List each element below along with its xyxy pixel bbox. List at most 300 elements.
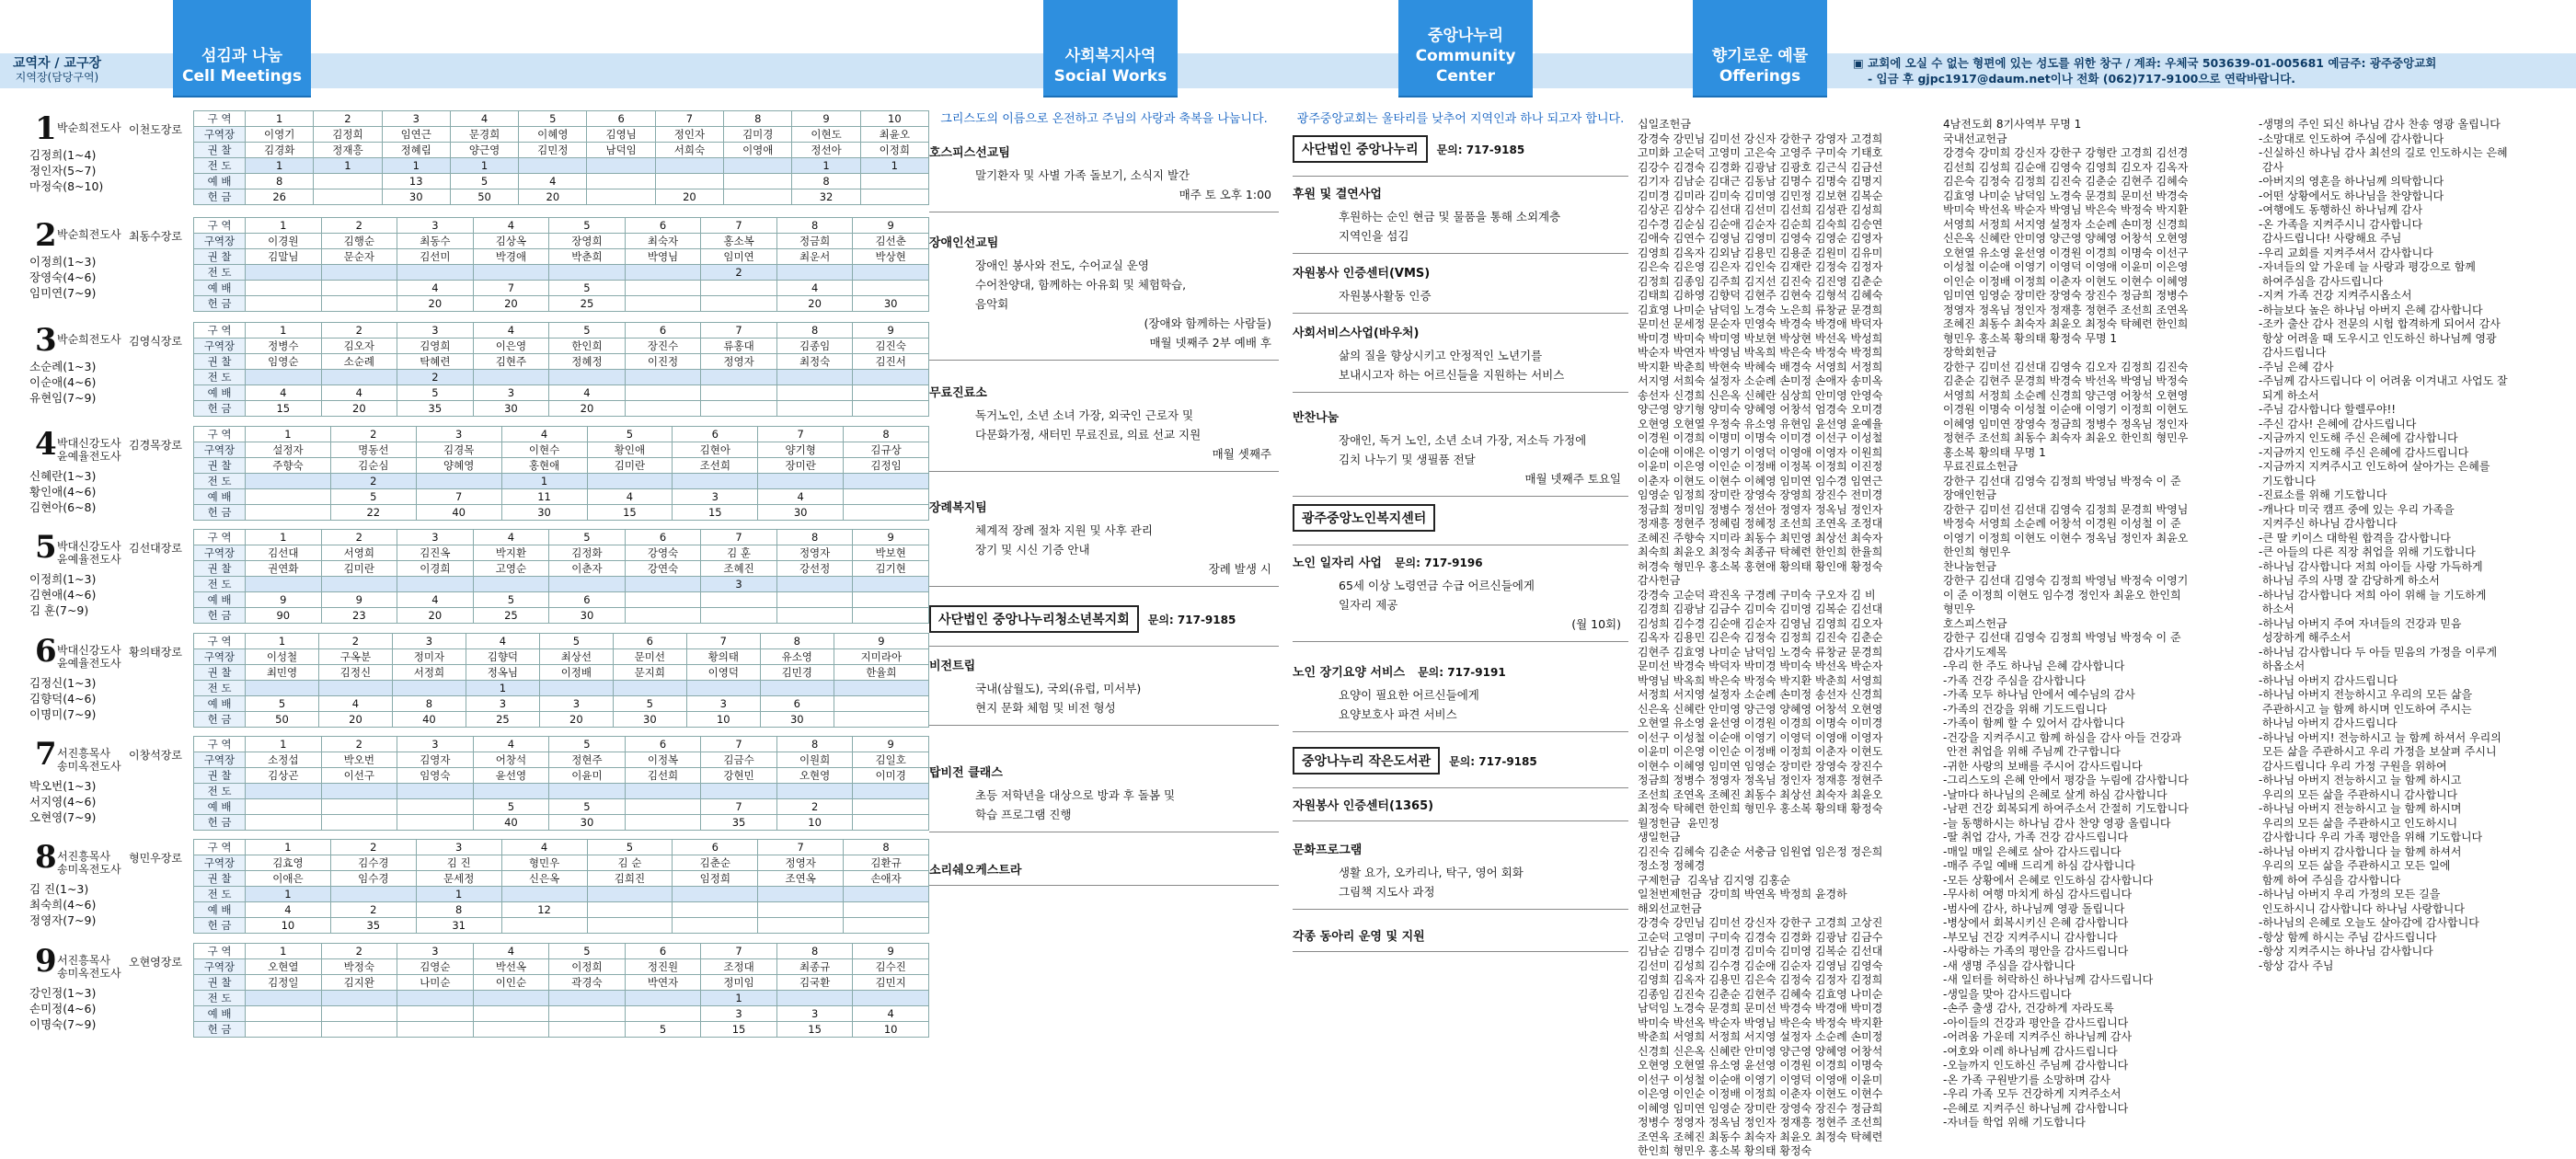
table-cell: 문미선: [613, 649, 686, 665]
region-elder: 형민우장로: [129, 852, 182, 865]
table-cell: 신은옥: [501, 871, 587, 887]
member-line: 신혜란(1~3): [29, 469, 97, 483]
entry-title-text: 자원봉사 인증센터(1365): [1293, 799, 1434, 813]
table-cell: 1: [246, 111, 314, 127]
table-cell: 지미라아: [834, 649, 928, 665]
member-line: 이순애(4~6): [29, 375, 97, 389]
table-cell: 3: [673, 489, 758, 505]
table-cell: 이정복: [625, 752, 701, 768]
table-cell: [549, 784, 626, 799]
cell-number: 3: [35, 322, 57, 359]
cell-table-row: [194, 265, 929, 281]
table-cell: 9: [792, 111, 860, 127]
row-label: 헌 금: [194, 918, 246, 934]
table-cell: 2: [321, 323, 397, 339]
row-label: 헌 금: [194, 608, 246, 624]
table-cell: 박오번: [321, 752, 397, 768]
entry-line: 말기환자 및 사별 가족 돌보기, 소식지 발간: [975, 168, 1190, 182]
table-cell: 1: [701, 991, 777, 1006]
row-label: 구 역: [194, 218, 246, 234]
table-cell: [853, 991, 929, 1006]
table-cell: [501, 887, 587, 902]
table-cell: 1: [450, 158, 518, 174]
member-line: 황인애(4~6): [29, 485, 97, 499]
table-cell: [625, 592, 701, 608]
table-cell: [844, 505, 929, 521]
table-cell: [314, 189, 382, 205]
center-entry: [1293, 323, 1628, 393]
table-cell: [853, 784, 929, 799]
table-cell: 설정자: [246, 442, 331, 458]
entry-line: 장애인 봉사와 전도, 수어교실 운영: [975, 258, 1149, 272]
pastor2-name: 윤예율전도사: [57, 450, 121, 463]
table-cell: [724, 174, 792, 189]
row-label: 헌 금: [194, 1022, 246, 1038]
table-cell: [758, 887, 844, 902]
table-cell: 20: [549, 401, 626, 417]
center-entry: [1293, 504, 1628, 545]
region-elder: 오현영장로: [129, 956, 182, 969]
entry-line: 보내시고자 하는 어르신들을 지원하는 서비스: [1339, 368, 1565, 382]
table-cell: 40: [473, 815, 549, 831]
table-cell: 박선옥: [473, 959, 549, 975]
table-cell: 한인희: [549, 339, 626, 354]
table-cell: 조정대: [701, 959, 777, 975]
table-cell: 김영자: [397, 752, 474, 768]
table-cell: 4: [501, 840, 587, 855]
table-cell: [758, 474, 844, 489]
table-cell: [860, 189, 928, 205]
table-cell: 1: [246, 840, 331, 855]
divider: [1293, 496, 1628, 497]
table-cell: [776, 385, 853, 401]
cell-table-row: [194, 530, 929, 545]
table-cell: 50: [450, 189, 518, 205]
entry-line: 김치 나누기 및 생필품 전달: [1339, 453, 1476, 466]
cell-members: [29, 778, 96, 825]
cell-table-row: [194, 458, 929, 474]
tab-social-works-ko: 사회복지사역: [1064, 47, 1156, 65]
table-cell: [321, 784, 397, 799]
table-cell: 정재흥: [314, 143, 382, 158]
section-box-title: 광주중앙노인복지센터: [1293, 504, 1435, 532]
cell-table-row: [194, 752, 929, 768]
tab-social-works-en: Social Works: [1053, 67, 1167, 86]
table-cell: [519, 158, 587, 174]
pastor2-name: 윤예율전도사: [57, 657, 121, 670]
table-cell: 문지희: [613, 665, 686, 681]
table-cell: 장영희: [549, 234, 626, 249]
table-cell: 30: [760, 712, 834, 728]
table-cell: 6: [625, 323, 701, 339]
table-cell: 정혜림: [382, 143, 450, 158]
row-label: 구 역: [194, 944, 246, 959]
row-label: 권 찰: [194, 143, 246, 158]
table-cell: 임미연: [701, 249, 777, 265]
entry-line: 수어찬양대, 함께하는 아유회 및 체험학습,: [975, 278, 1187, 292]
table-cell: [321, 370, 397, 385]
section-box-title: 사단법인 중앙나누리: [1293, 135, 1428, 163]
table-cell: [397, 799, 474, 815]
tab-offerings[interactable]: [1693, 0, 1827, 96]
table-cell: [549, 991, 626, 1006]
cell-table-row: [194, 634, 929, 649]
row-label: 전 도: [194, 784, 246, 799]
table-cell: [246, 681, 319, 696]
divider: [1293, 176, 1628, 177]
row-label: 헌 금: [194, 401, 246, 417]
row-label: 헌 금: [194, 712, 246, 728]
table-cell: 10: [853, 1022, 929, 1038]
table-cell: 2: [321, 218, 397, 234]
cell-table-row: [194, 158, 929, 174]
cell-block: [0, 322, 906, 432]
entry-line: 생활 요가, 오카리나, 탁구, 영어 회화: [1339, 866, 1524, 879]
cell-members: [29, 571, 96, 618]
row-label: 예 배: [194, 592, 246, 608]
table-cell: 6: [760, 696, 834, 712]
table-cell: [321, 265, 397, 281]
table-cell: 10: [246, 918, 331, 934]
table-cell: 5: [450, 174, 518, 189]
table-cell: 4: [473, 530, 549, 545]
table-cell: 5: [330, 489, 416, 505]
table-cell: 강연숙: [625, 561, 701, 577]
row-label: 예 배: [194, 799, 246, 815]
cell-members: [29, 254, 96, 301]
table-cell: [844, 887, 929, 902]
table-cell: 최종규: [776, 959, 853, 975]
pastor-name: 박순희전도사: [57, 228, 121, 241]
table-cell: [701, 401, 777, 417]
table-cell: 2: [397, 370, 474, 385]
table-cell: 32: [792, 189, 860, 205]
divider: [929, 646, 1279, 647]
table-cell: [246, 265, 322, 281]
row-label: 구 역: [194, 737, 246, 752]
table-cell: 20: [397, 608, 474, 624]
table-cell: [834, 696, 928, 712]
table-cell: 이애은: [246, 871, 331, 887]
tab-offerings-ko: 향기로운 예물: [1711, 47, 1809, 65]
table-cell: 4: [450, 111, 518, 127]
center-entry: [1293, 184, 1628, 254]
table-cell: 5: [549, 799, 626, 815]
table-cell: 7: [701, 944, 777, 959]
social-entry: [929, 233, 1279, 361]
entry-title: [929, 498, 1279, 515]
header-left-line1: 교역자 / 교구장: [12, 56, 101, 71]
table-cell: [853, 592, 929, 608]
table-cell: 김진숙: [853, 339, 929, 354]
row-label: 헌 금: [194, 815, 246, 831]
table-cell: 김민경: [760, 665, 834, 681]
table-cell: 정선아: [792, 143, 860, 158]
table-cell: [549, 370, 626, 385]
table-cell: [860, 174, 928, 189]
table-cell: [701, 784, 777, 799]
table-cell: 정병수: [246, 339, 322, 354]
entry-title: [929, 763, 1279, 780]
pastor-name: 서진흥목사: [57, 850, 110, 863]
community-center-section: [1293, 109, 1628, 959]
entry-title: [929, 143, 1279, 160]
table-cell: 10: [776, 815, 853, 831]
entry-title-text: 장애인선교팀: [929, 236, 999, 250]
table-cell: 김 순: [587, 855, 673, 871]
table-cell: [473, 1022, 549, 1038]
entry-schedule: 매월 셋째주: [1212, 447, 1271, 461]
table-cell: 20: [397, 296, 474, 312]
cell-table-row: [194, 975, 929, 991]
member-line: 오현영(7~9): [29, 810, 97, 824]
table-cell: [776, 401, 853, 417]
table-cell: 김기현: [853, 561, 929, 577]
table-cell: 양혜영: [416, 458, 501, 474]
member-line: 김정희(1~4): [29, 148, 97, 162]
table-cell: 30: [382, 189, 450, 205]
table-cell: [625, 577, 701, 592]
divider: [929, 885, 1279, 886]
table-cell: 4: [587, 489, 673, 505]
tab-social-works[interactable]: [1043, 0, 1178, 96]
table-cell: 이진정: [625, 354, 701, 370]
table-cell: 9: [834, 634, 928, 649]
center-entry: [1293, 263, 1628, 314]
cell-number: 9: [35, 943, 57, 980]
center-entry: [1293, 135, 1628, 177]
table-cell: 이미경: [853, 768, 929, 784]
table-cell: 소순례: [321, 354, 397, 370]
entry-line: 지역인을 섬김: [1339, 229, 1409, 243]
row-label: 전 도: [194, 370, 246, 385]
table-cell: 5: [549, 218, 626, 234]
table-cell: [397, 1022, 474, 1038]
entry-schedule: 매월 넷째주 2부 예배 후: [1149, 336, 1271, 350]
member-line: 이정희(1~3): [29, 255, 97, 269]
tab-offerings-en: Offerings: [1719, 67, 1801, 86]
member-line: 김 진(1~3): [29, 882, 89, 896]
table-cell: 5: [613, 696, 686, 712]
table-cell: [853, 577, 929, 592]
table-cell: 이영기: [246, 127, 314, 143]
header-left-label: [7, 57, 107, 85]
table-cell: 김희진: [587, 871, 673, 887]
tab-cell-meetings[interactable]: [173, 0, 311, 96]
table-cell: [701, 281, 777, 296]
table-cell: 6: [625, 944, 701, 959]
entry-title: [1293, 553, 1628, 570]
member-line: 김현아(6~8): [29, 500, 97, 514]
table-cell: 김진서: [853, 354, 929, 370]
table-cell: [625, 608, 701, 624]
member-line: 최숙희(4~6): [29, 898, 97, 912]
row-label: 예 배: [194, 696, 246, 712]
table-cell: 8: [844, 840, 929, 855]
row-label: 예 배: [194, 902, 246, 918]
center-entry: [1293, 662, 1628, 732]
region-elder: 황의태장로: [129, 646, 182, 659]
social-intro: 그리스도의 이름으로 온전하고 주님의 사랑과 축복을 나눕니다.: [940, 112, 1268, 126]
entry-title: [1293, 184, 1628, 201]
table-cell: 김현아: [673, 442, 758, 458]
table-cell: 한율희: [834, 665, 928, 681]
table-cell: 김국환: [776, 975, 853, 991]
pastor-name: 박순희전도사: [57, 333, 121, 346]
cell-table-row: [194, 1006, 929, 1022]
center-entry: [1293, 926, 1628, 952]
table-cell: 김춘순: [673, 855, 758, 871]
cell-table-row: [194, 370, 929, 385]
table-cell: [321, 281, 397, 296]
table-cell: [844, 489, 929, 505]
table-cell: 15: [701, 1022, 777, 1038]
table-cell: 6: [625, 530, 701, 545]
table-cell: 23: [321, 608, 397, 624]
row-label: 전 도: [194, 681, 246, 696]
table-cell: 3: [473, 385, 549, 401]
table-cell: 8: [776, 218, 853, 234]
member-line: 김 훈(7~9): [29, 603, 89, 617]
table-cell: 주향숙: [246, 458, 331, 474]
pastor-name: 박순희전도사: [57, 121, 121, 134]
divider: [1293, 731, 1628, 732]
member-line: 김현애(4~6): [29, 588, 97, 602]
table-cell: 10: [686, 712, 760, 728]
table-cell: 12: [501, 902, 587, 918]
table-cell: 1: [246, 887, 331, 902]
table-cell: [246, 577, 322, 592]
entry-line: 그림책 지도사 과정: [1339, 885, 1435, 899]
cell-table-row: [194, 902, 929, 918]
pastor2-name: 송미옥전도사: [57, 760, 121, 773]
entry-title: [1293, 926, 1628, 944]
entry-title-text: 자원봉사 인증센터(VMS): [1293, 267, 1431, 281]
table-cell: 4: [473, 737, 549, 752]
member-line: 정영자(7~9): [29, 913, 97, 927]
pastor-name: 박대신강도사: [57, 644, 121, 657]
table-cell: [776, 577, 853, 592]
table-cell: 이인순: [473, 975, 549, 991]
table-cell: 9: [853, 218, 929, 234]
table-cell: 김 진: [416, 855, 501, 871]
entry-title: [929, 233, 1279, 250]
table-cell: 8: [792, 174, 860, 189]
divider: [929, 586, 1279, 587]
table-cell: 정영자: [776, 545, 853, 561]
cell-table-row: [194, 249, 929, 265]
table-cell: 서정희: [392, 665, 466, 681]
table-cell: 7: [416, 489, 501, 505]
phone-info: 문의: 717-9185: [1436, 143, 1525, 156]
table-cell: 임정희: [673, 871, 758, 887]
table-cell: 3: [382, 111, 450, 127]
table-cell: 31: [416, 918, 501, 934]
table-cell: [701, 370, 777, 385]
table-cell: 정옥님: [466, 665, 539, 681]
table-cell: [246, 474, 331, 489]
table-cell: [473, 265, 549, 281]
table-cell: 정미임: [701, 975, 777, 991]
cell-table-row: [194, 489, 929, 505]
table-cell: 4: [473, 944, 549, 959]
divider: [1293, 820, 1628, 821]
table-cell: 2: [321, 944, 397, 959]
table-cell: 7: [701, 737, 777, 752]
cell-table-row: [194, 855, 929, 871]
table-cell: [246, 370, 322, 385]
cell-table-row: [194, 959, 929, 975]
table-cell: 15: [246, 401, 322, 417]
table-cell: [673, 887, 758, 902]
table-cell: [625, 991, 701, 1006]
social-entry: [929, 605, 1279, 647]
table-cell: 김순심: [330, 458, 416, 474]
row-label: 구역장: [194, 545, 246, 561]
table-cell: [246, 815, 322, 831]
entry-title-text: 무료진료소: [929, 386, 987, 400]
table-cell: 20: [519, 189, 587, 205]
table-cell: [853, 370, 929, 385]
table-cell: 1: [246, 218, 322, 234]
table-cell: 황인애: [587, 442, 673, 458]
divider: [1293, 641, 1628, 642]
entry-schedule: (월 10회): [1571, 617, 1621, 631]
table-cell: 15: [776, 1022, 853, 1038]
cell-table-row: [194, 681, 929, 696]
table-cell: [853, 281, 929, 296]
table-cell: 고영순: [473, 561, 549, 577]
notice-line2: - 입금 후 gjpc1917@daum.net이나 전화 (062)717-9100으로 연락바랍니다.: [1868, 72, 2296, 86]
cell-table-row: [194, 143, 929, 158]
row-label: 권 찰: [194, 561, 246, 577]
table-cell: 서희숙: [655, 143, 723, 158]
table-cell: 6: [625, 218, 701, 234]
cell-table-row: [194, 561, 929, 577]
table-cell: 정현주: [549, 752, 626, 768]
table-cell: 25: [473, 608, 549, 624]
table-cell: 이영덕: [686, 665, 760, 681]
table-cell: 장진수: [625, 339, 701, 354]
cell-number: 7: [35, 736, 57, 773]
table-cell: 8: [760, 634, 834, 649]
member-line: 장영숙(4~6): [29, 270, 97, 284]
table-cell: 5: [549, 737, 626, 752]
table-cell: 김경화: [246, 143, 314, 158]
table-cell: 정영자: [701, 354, 777, 370]
table-cell: [321, 577, 397, 592]
table-cell: 30: [501, 505, 587, 521]
cell-table-row: [194, 218, 929, 234]
table-cell: 문순자: [321, 249, 397, 265]
table-cell: 양기형: [758, 442, 844, 458]
table-cell: 2: [330, 474, 416, 489]
table-cell: 정진원: [625, 959, 701, 975]
table-cell: 35: [701, 815, 777, 831]
table-cell: [613, 681, 686, 696]
tab-community-center[interactable]: [1398, 0, 1533, 96]
table-cell: 김선대: [246, 545, 322, 561]
table-cell: 박지환: [473, 545, 549, 561]
table-cell: 김상곤: [246, 768, 322, 784]
table-cell: 40: [392, 712, 466, 728]
entry-title-text: 사회서비스사업(바우처): [1293, 327, 1420, 340]
table-cell: 이현도: [792, 127, 860, 143]
table-cell: 김 훈: [701, 545, 777, 561]
tab-cell-meetings-ko: 섬김과 나눔: [201, 47, 283, 65]
table-cell: [853, 815, 929, 831]
table-cell: [701, 592, 777, 608]
